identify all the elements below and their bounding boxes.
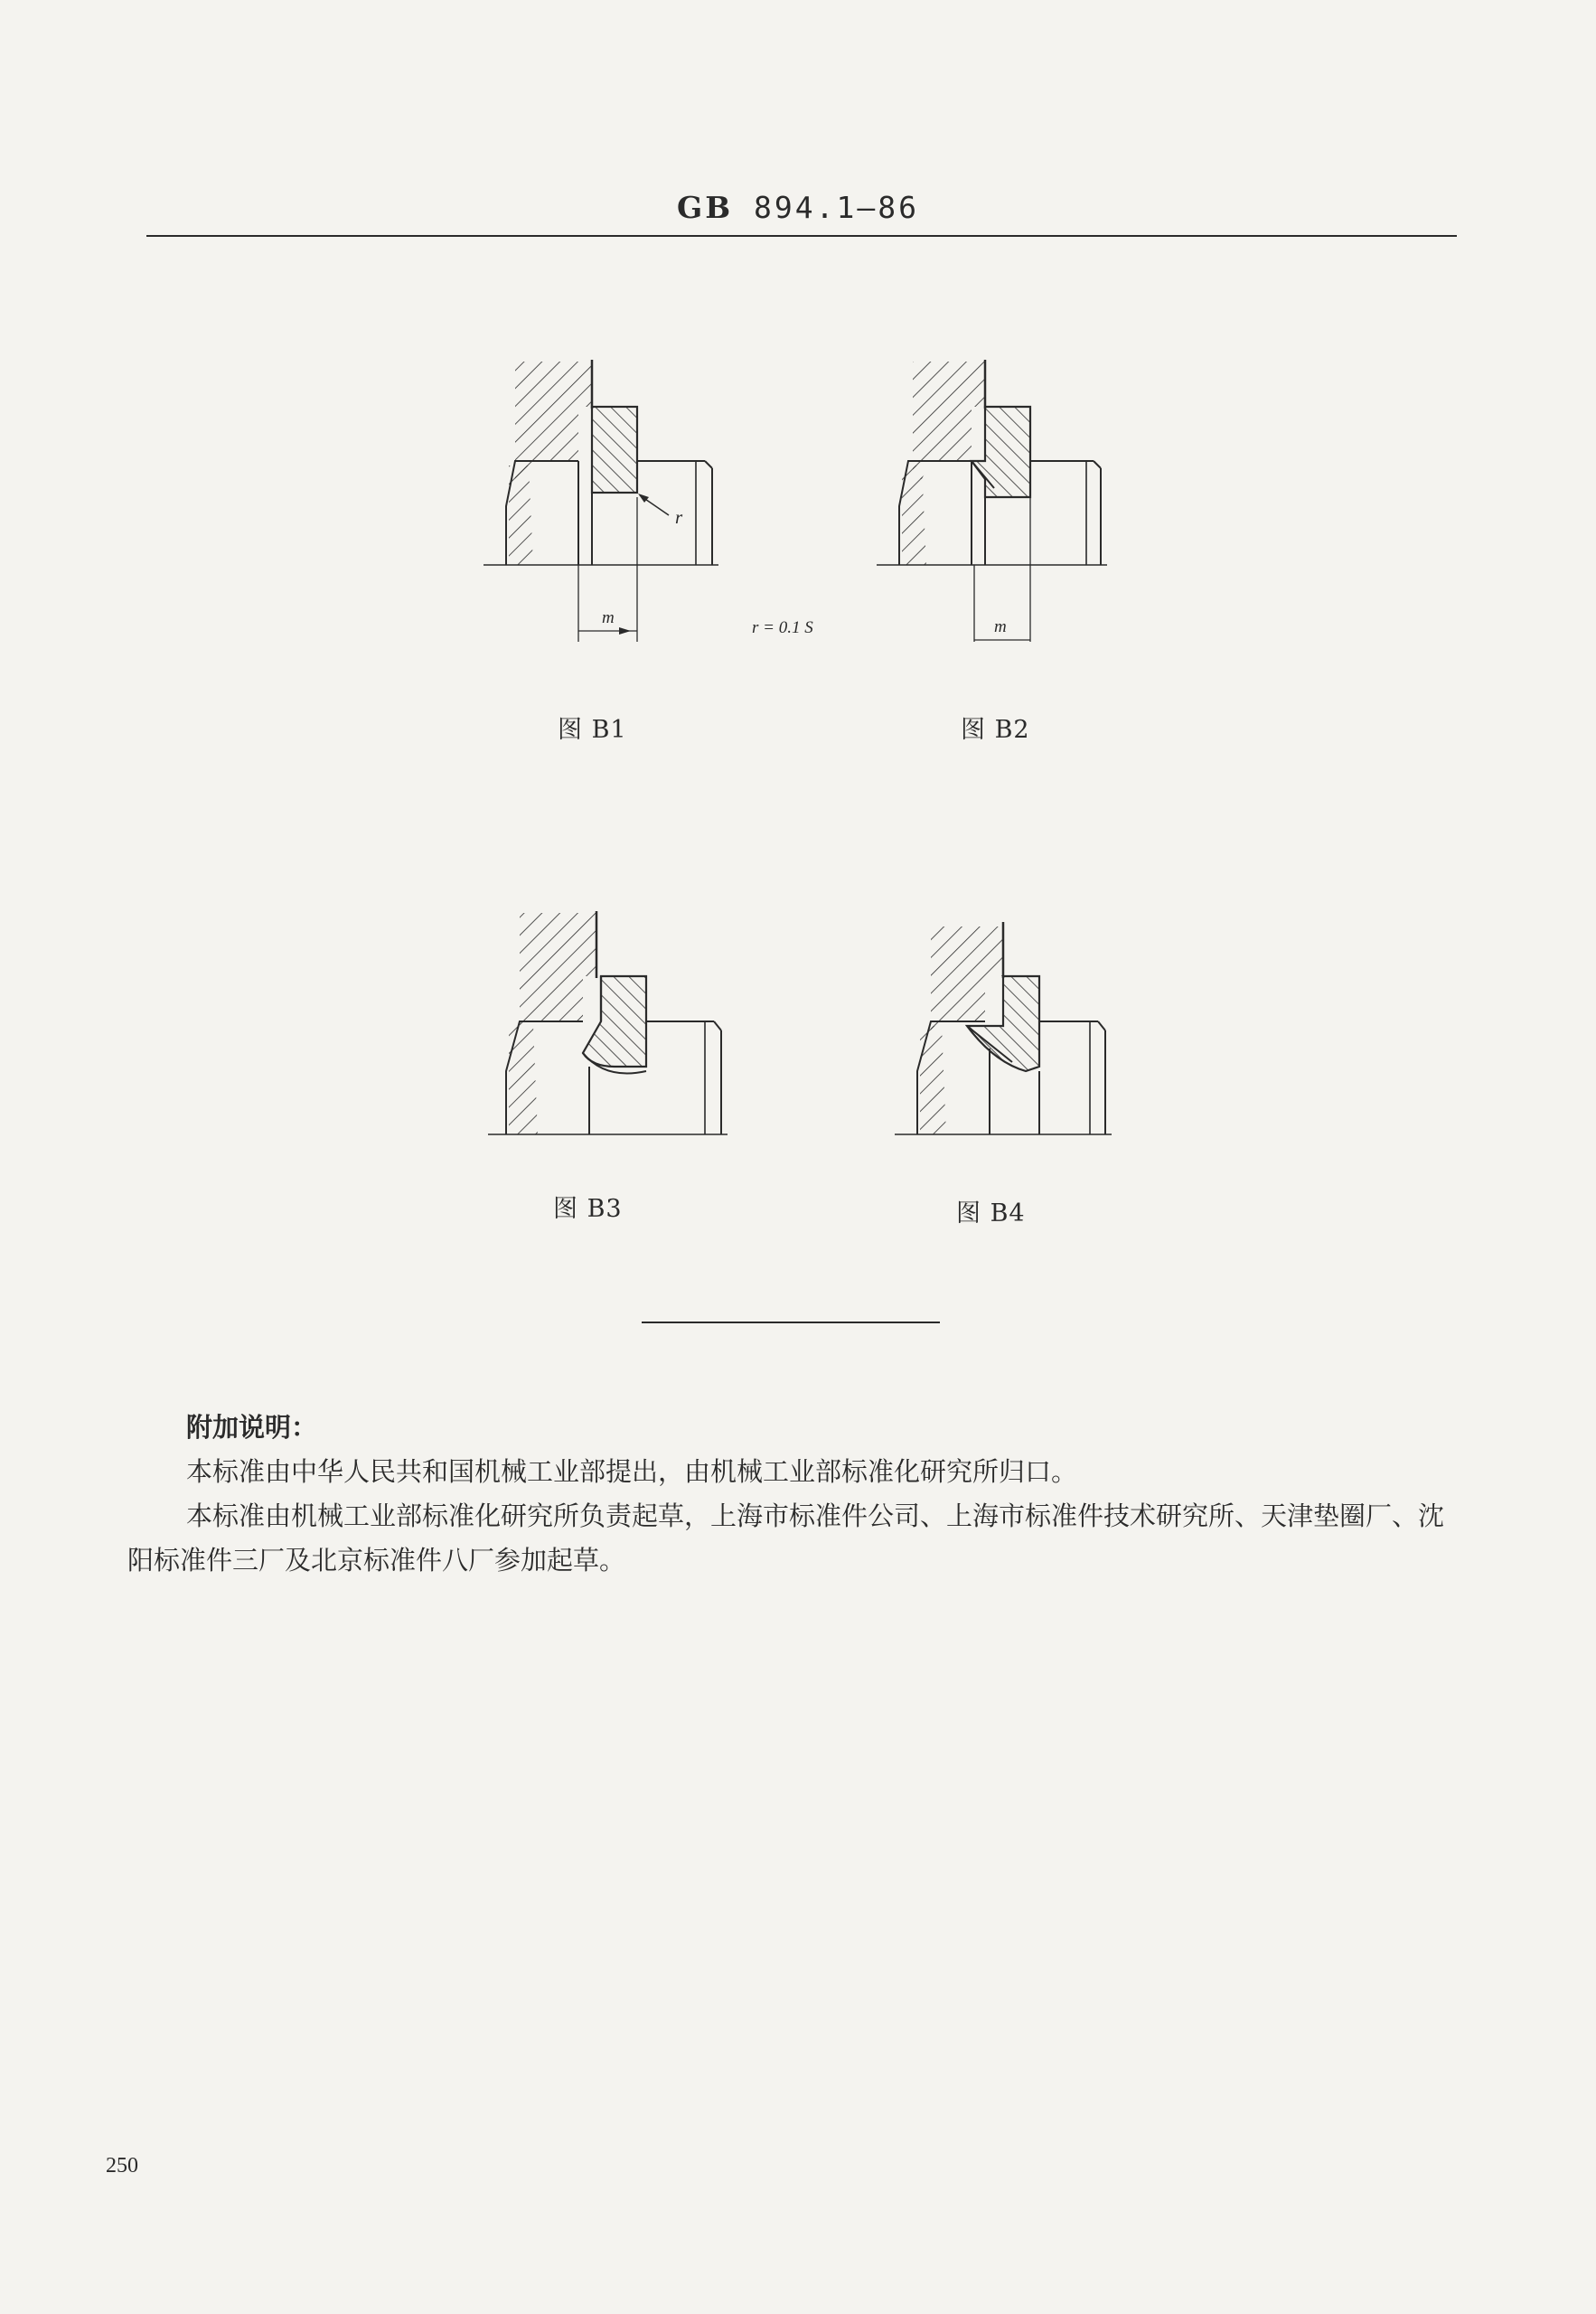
formula-r: r = 0.1 S xyxy=(752,618,813,637)
caption-b2: 图 B2 xyxy=(961,716,1030,744)
notes-paragraph-1: 本标准由中华人民共和国机械工业部提出，由机械工业部标准化研究所归口。 xyxy=(186,1456,1078,1487)
notes-heading: 附加说明： xyxy=(186,1412,318,1443)
figure-b2 xyxy=(868,353,1112,651)
additional-notes xyxy=(127,1406,1447,1583)
dimension-m-label-b2: m xyxy=(994,617,1007,636)
section-end-rule xyxy=(642,1322,940,1323)
figure-b1 xyxy=(479,353,723,651)
caption-b4: 图 B4 xyxy=(956,1199,1026,1228)
page-number: 250 xyxy=(106,2154,138,2178)
standard-code: 894.1—86 xyxy=(754,190,919,225)
notes-paragraph-2: 本标准由机械工业部标准化研究所负责起草，上海市标准件公司、上海市标准件技术研究所、天津垫圈厂、沈阳标准件三厂及北京标准件八厂参加起草。 xyxy=(127,1500,1445,1576)
dimension-m-label: m xyxy=(602,608,615,627)
figure-b3 xyxy=(479,904,732,1148)
caption-b3: 图 B3 xyxy=(553,1195,623,1223)
caption-b1: 图 B1 xyxy=(558,716,627,744)
standard-prefix: GB xyxy=(677,190,734,225)
header-rule xyxy=(146,235,1457,237)
radius-r-label: r xyxy=(675,506,683,528)
figure-b4 xyxy=(877,904,1121,1148)
document-header xyxy=(0,190,1596,225)
